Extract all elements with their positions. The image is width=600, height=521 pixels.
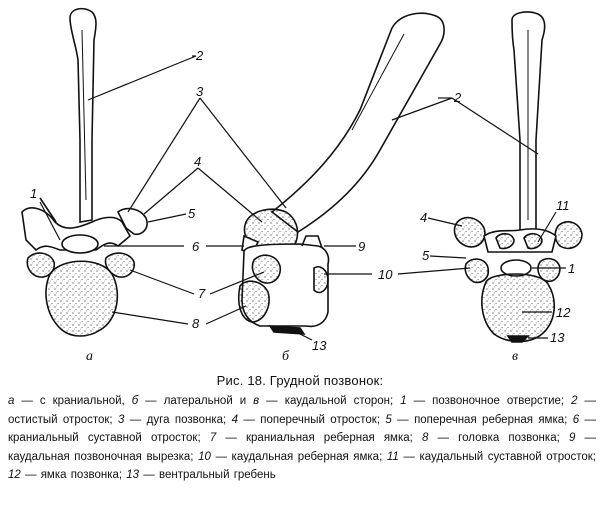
view-label-a: а <box>86 349 93 364</box>
legend-text: позвоночное отверстие; <box>432 395 565 407</box>
legend-entry: 4 — поперечный отросток; <box>231 413 381 426</box>
legend-text: поперечная реберная ямка; <box>414 413 568 426</box>
legend-text: ямка позвонка; <box>40 469 123 482</box>
legend-key: 13 <box>126 469 140 482</box>
legend-entry: а — с краниальной, <box>8 395 125 407</box>
legend-text: латеральной и <box>163 395 247 407</box>
label-11: 11 <box>556 198 570 213</box>
label-5-view-c: 5 <box>422 248 430 263</box>
legend-text: каудальная реберная ямка; <box>231 450 383 463</box>
view-c-caudal-drawing <box>454 12 582 342</box>
legend-key: в <box>253 395 260 407</box>
legend-key: 10 <box>198 450 211 463</box>
legend-key: 9 <box>568 432 576 445</box>
legend-entry: 9 — каудальная позвоночная вырезка; <box>8 432 596 463</box>
label-1-view-a: 1 <box>30 186 38 201</box>
legend-key: 7 <box>209 432 217 445</box>
legend-text: дуга позвонка; <box>146 413 227 426</box>
legend-text: головка позвонка; <box>458 432 560 445</box>
legend-entry: б — латеральной и <box>131 395 247 407</box>
legend-text: каудальной сторон; <box>284 395 394 407</box>
legend-key: 2 <box>571 395 578 407</box>
legend-text: с краниальной, <box>39 395 125 407</box>
label-13-view-c: 13 <box>550 330 565 345</box>
label-5-view-a: 5 <box>188 206 196 221</box>
view-b-lateral-drawing <box>239 13 444 334</box>
legend-key: 8 <box>421 432 429 445</box>
legend-text: краниальный суставной отросток; <box>8 432 201 445</box>
label-3: 3 <box>196 84 204 99</box>
legend-text: каудальная позвоночная вырезка; <box>8 450 194 463</box>
label-2-view-b: 2 <box>454 90 462 105</box>
legend-entry: 3 — дуга позвонка; <box>118 413 227 426</box>
label-1-view-c: 1 <box>568 261 576 276</box>
label-12: 12 <box>556 305 571 320</box>
legend-entry: 10 — каудальная реберная ямка; <box>198 450 383 463</box>
legend-entry: 11 — каудальный суставной отросток; <box>386 450 596 463</box>
legend-text: вентральный гребень <box>158 469 276 482</box>
view-label-b: б <box>282 349 290 364</box>
view-a-cranial-drawing <box>22 9 147 336</box>
label-6: 6 <box>192 239 200 254</box>
legend-key: 3 <box>118 413 125 426</box>
legend-key: 6 <box>572 413 580 426</box>
label-4-view-c: 4 <box>420 210 428 225</box>
legend-key: б <box>131 395 139 407</box>
legend-text: краниальная реберная ямка; <box>246 432 413 445</box>
label-8: 8 <box>192 316 200 331</box>
label-4-view-a: 4 <box>194 154 202 169</box>
legend-text: остистый отросток; <box>8 413 113 426</box>
legend-entry: в — каудальной сторон; <box>253 395 394 407</box>
legend-key: 12 <box>8 469 21 482</box>
legend-key: а <box>8 395 15 407</box>
legend-entry: 7 — краниальная реберная ямка; <box>209 432 413 445</box>
legend-text: поперечный отросток; <box>260 413 381 426</box>
view-label-c: в <box>512 349 519 364</box>
figure-caption-legend <box>8 392 596 485</box>
legend-entry: 13 — вентральный гребень <box>126 469 276 482</box>
label-2-view-a: 2 <box>196 48 204 63</box>
label-10: 10 <box>378 267 393 282</box>
figure-caption-title: Рис. 18. Грудной позвонок: <box>216 373 384 388</box>
legend-entry: 12 — ямка позвонка; <box>8 469 123 482</box>
legend-entry: 8 — головка позвонка; <box>421 432 560 445</box>
legend-key: 4 <box>231 413 238 426</box>
legend-key: 1 <box>400 395 407 407</box>
label-9: 9 <box>358 239 366 254</box>
legend-entry: 5 — поперечная реберная ямка; <box>385 413 568 426</box>
legend-entry: 6 — краниальный суставной отросток; <box>8 413 596 445</box>
label-7: 7 <box>198 286 206 301</box>
legend-entry: 1 — позвоночное отверстие; <box>400 395 565 407</box>
legend-text: каудальный суставной отросток; <box>419 450 596 463</box>
label-13-view-b: 13 <box>312 338 327 353</box>
legend-entry: 2 — остистый отросток; <box>8 395 596 426</box>
legend-key: 5 <box>385 413 392 426</box>
legend-key: 11 <box>386 450 399 463</box>
